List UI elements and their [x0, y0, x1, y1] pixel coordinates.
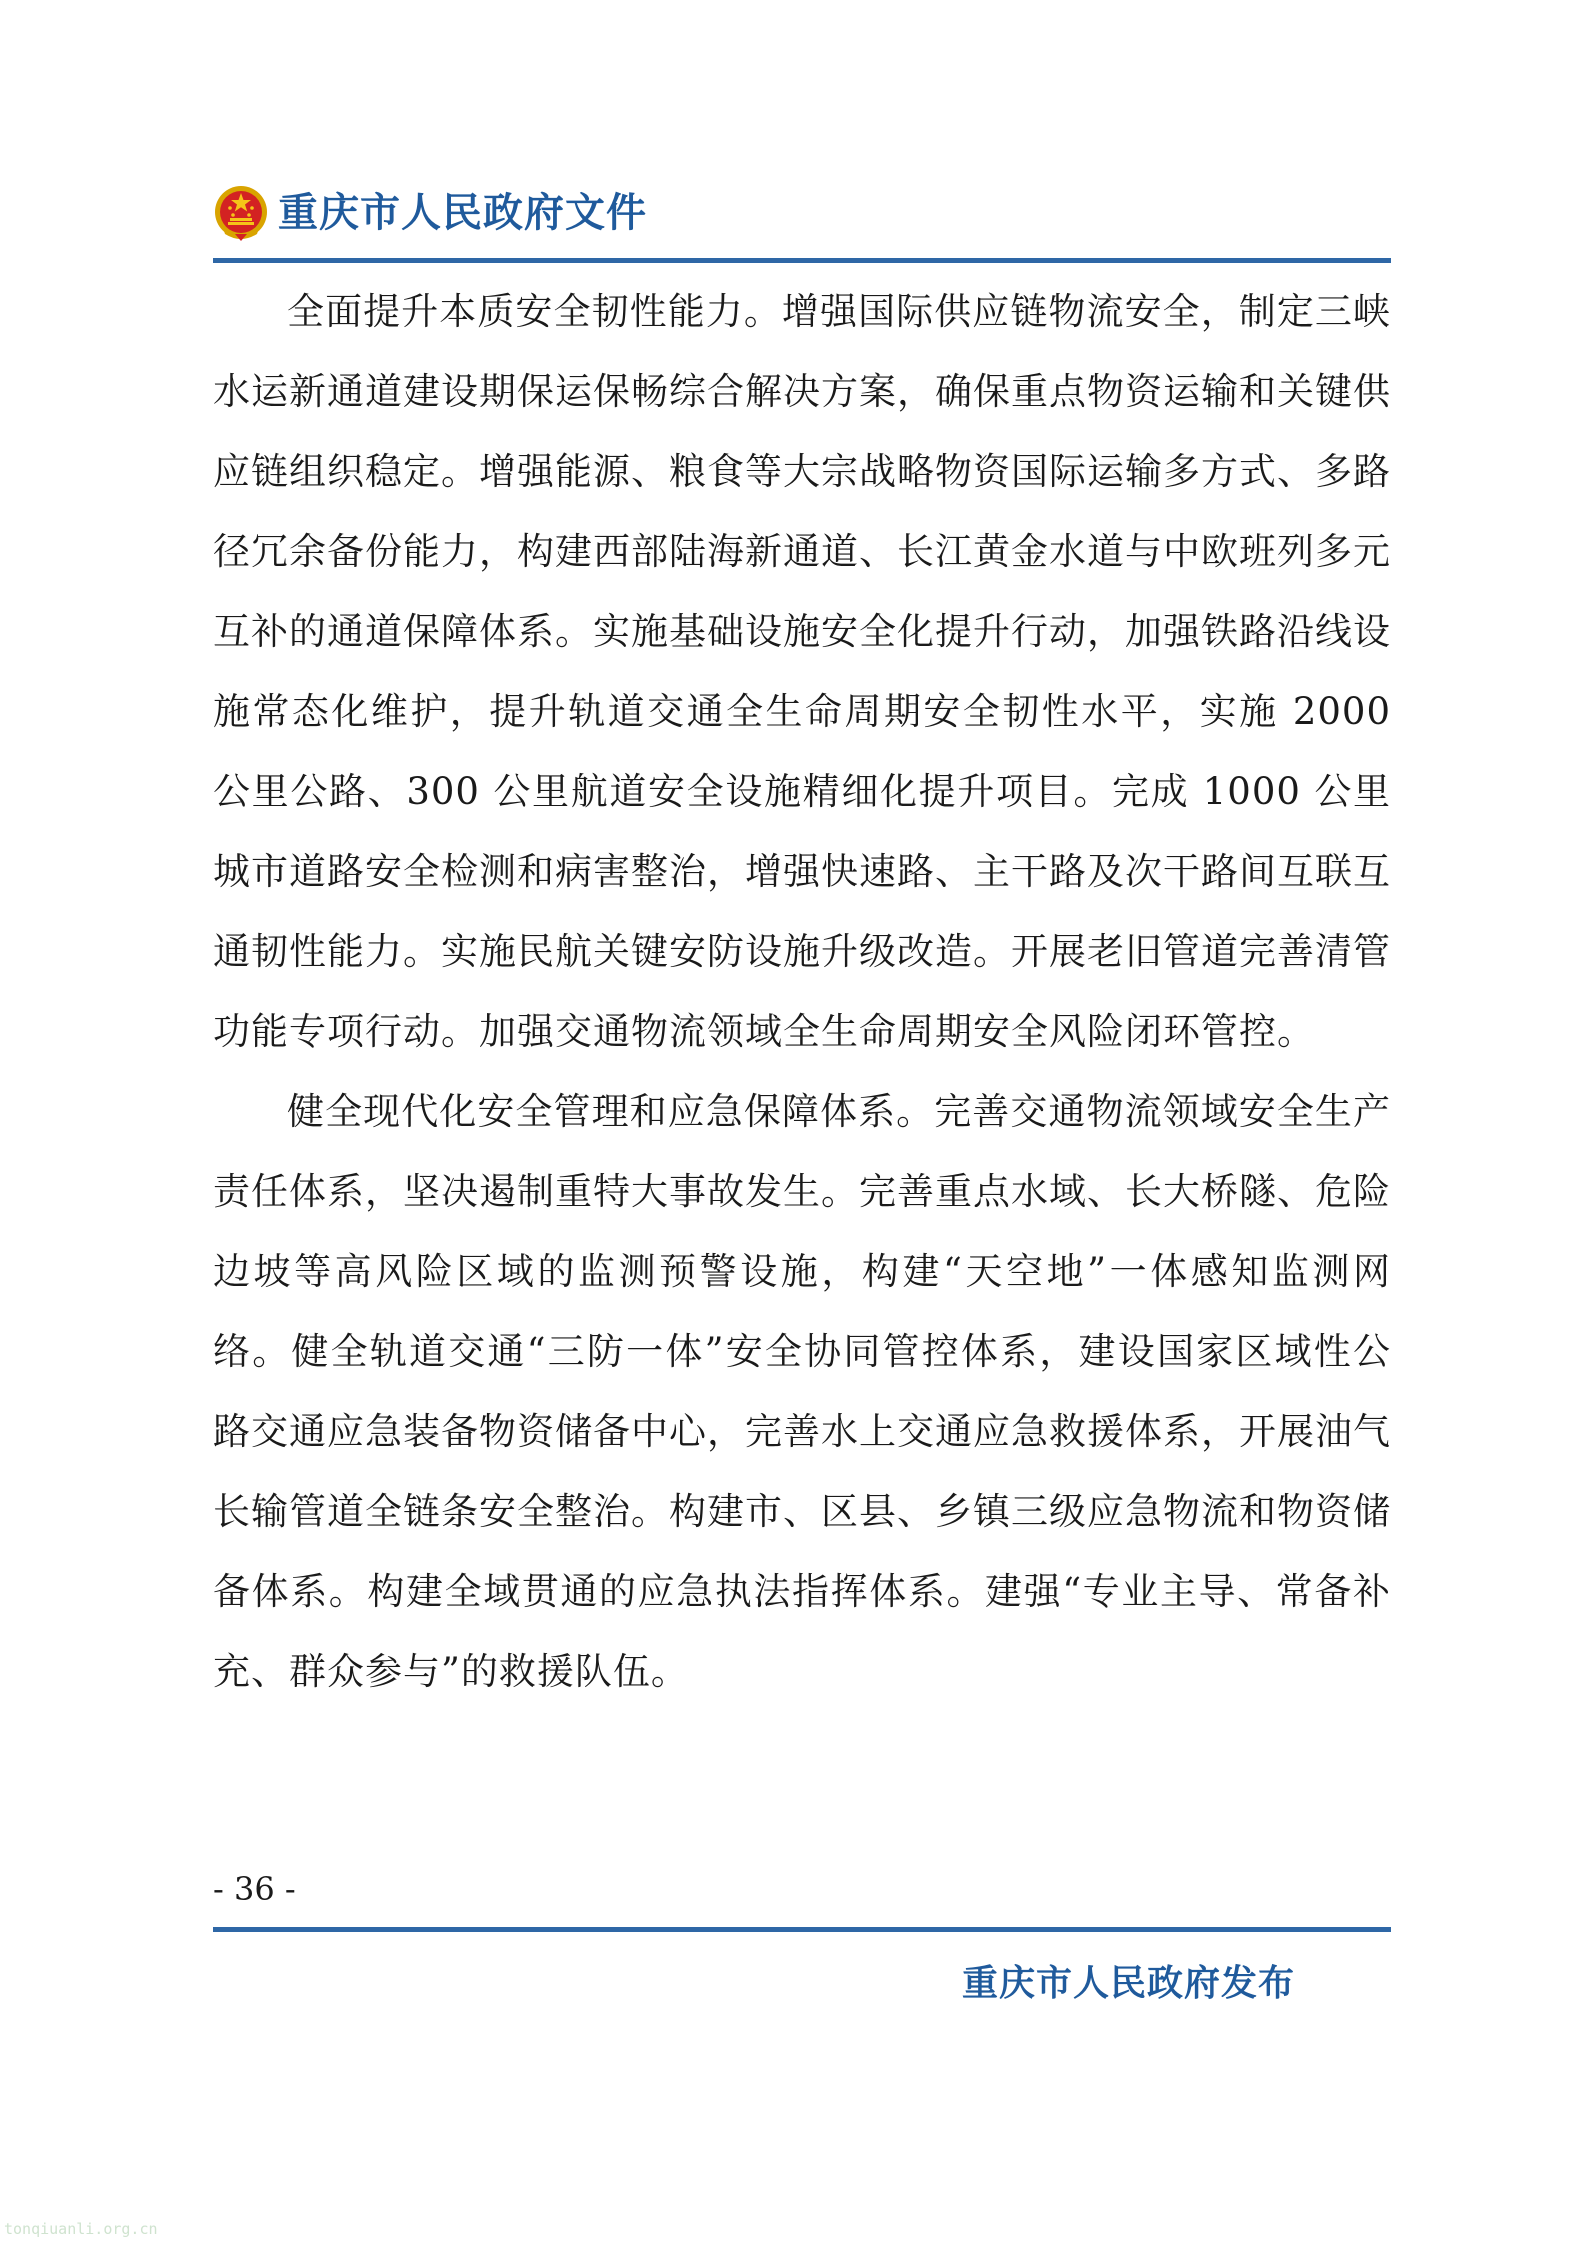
- paragraph: 全面提升本质安全韧性能力。增强国际供应链物流安全，制定三峡水运新通道建设期保运保畅综合解决方案，确保重点物资运输和关键供应链组织稳定。增强能源、粮食等大宗战略物资国际运输多方式、多路径冗余备份能力，构建西部陆海新通道、长江黄金水道与中欧班列多元互补的通道保障体系。实施基础设施安全化提升行动，加强铁路沿线设施常态化维护，提升轨道交通全生命周期安全韧性水平，实施 2000 公里公路、300 公里航道安全设施精细化提升项目。完成 1000 公里城市道路安全检测和病害整治，增强快速路、主干路及次干路间互联互通韧性能力。实施民航关键安防设施升级改造。开展老旧管道完善清管功能专项行动。加强交通物流领域全生命周期安全风险闭环管控。: [213, 290, 1391, 1053]
- footer-publisher: 重庆市人民政府发布: [961, 1963, 1295, 2004]
- site-watermark: tonqiuanli.org.cn: [4, 2220, 158, 2238]
- national-emblem-icon: [213, 184, 269, 242]
- document-body: [213, 272, 1391, 1712]
- paragraph: 健全现代化安全管理和应急保障体系。完善交通物流领域安全生产责任体系，坚决遏制重特大事故发生。完善重点水域、长大桥隧、危险边坡等高风险区域的监测预警设施，构建“天空地”一体感知监测网络。健全轨道交通“三防一体”安全协同管控体系，建设国家区域性公路交通应急装备物资储备中心，完善水上交通应急救援体系，开展油气长输管道全链条安全整治。构建市、区县、乡镇三级应急物流和物资储备体系。构建全域贯通的应急执法指挥体系。建强“专业主导、常备补充、群众参与”的救援队伍。: [213, 1090, 1391, 1693]
- document-header: [213, 178, 1391, 248]
- footer-divider: [213, 1927, 1391, 1932]
- header-title: 重庆市人民政府文件: [278, 190, 647, 236]
- page-number: - 36 -: [213, 1870, 296, 1908]
- header-divider: [213, 258, 1391, 263]
